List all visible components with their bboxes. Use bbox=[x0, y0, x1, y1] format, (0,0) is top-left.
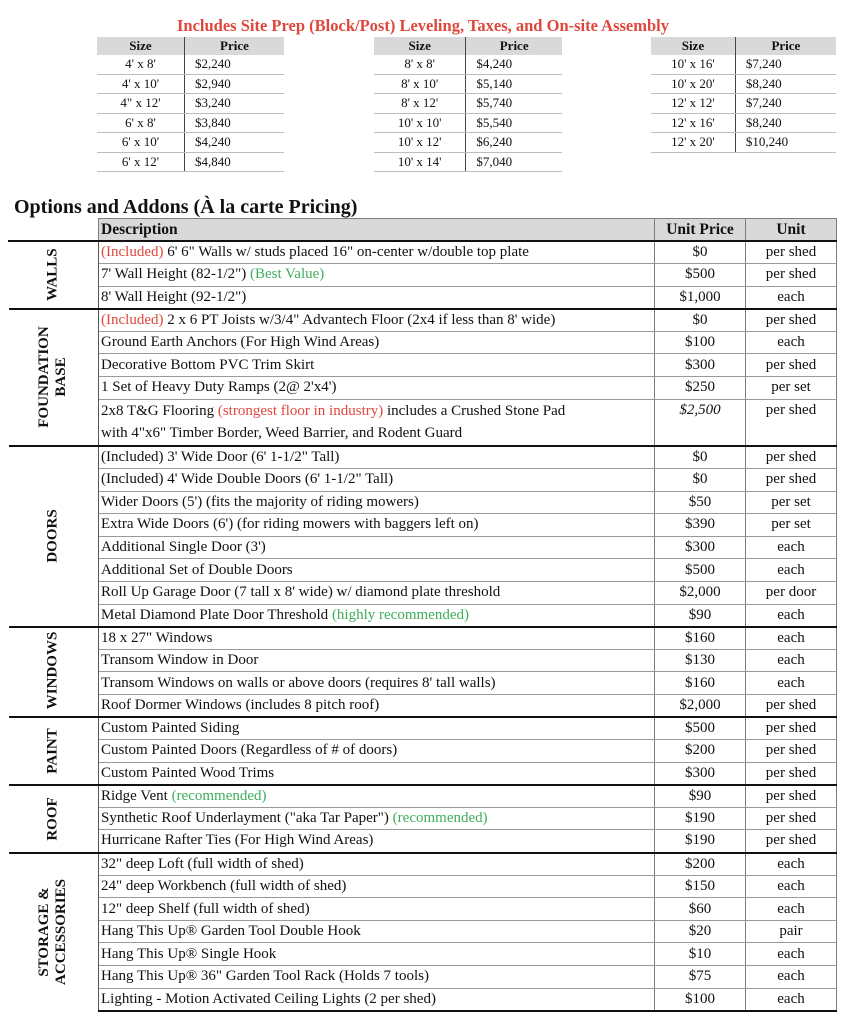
option-unit: each bbox=[746, 988, 837, 1011]
option-unit-price: $75 bbox=[655, 966, 746, 989]
description-text: Transom Window in Door bbox=[101, 651, 259, 668]
option-description bbox=[99, 581, 655, 604]
option-description bbox=[99, 943, 655, 966]
price-cell: $4,240 bbox=[184, 133, 284, 153]
option-unit: each bbox=[746, 627, 837, 650]
size-cell: 8' x 12' bbox=[374, 94, 466, 114]
description-text: Hang This Up® Single Hook bbox=[101, 945, 277, 962]
description-text: Ground Earth Anchors (For High Wind Areas) bbox=[101, 334, 380, 351]
category-label: FOUNDATION BASE bbox=[36, 326, 70, 429]
description-text: 7' Wall Height (82-1/2") bbox=[101, 266, 250, 283]
description-text: Synthetic Roof Underlayment ("aka Tar Paper") bbox=[101, 810, 393, 827]
size-cell: 10' x 16' bbox=[651, 55, 735, 74]
size-cell: 10' x 12' bbox=[374, 133, 466, 153]
option-unit-price: $60 bbox=[655, 898, 746, 921]
description-text: Roll Up Garage Door (7 tall x 8' wide) w/ diamond plate threshold bbox=[101, 584, 501, 601]
option-description bbox=[99, 807, 655, 830]
description-text: Custom Painted Doors (Regardless of # of doors) bbox=[101, 742, 398, 759]
option-unit: per shed bbox=[746, 468, 837, 491]
option-unit-price: $0 bbox=[655, 241, 746, 264]
option-unit: per shed bbox=[746, 785, 837, 808]
option-unit: per shed bbox=[746, 241, 837, 264]
option-unit: per shed bbox=[746, 399, 837, 446]
price-table-row bbox=[651, 55, 836, 74]
size-cell: 12' x 16' bbox=[651, 113, 735, 133]
unit-price-header: Unit Price bbox=[655, 219, 746, 242]
size-price-table-medium bbox=[374, 37, 562, 172]
category-cell bbox=[9, 309, 99, 446]
option-description bbox=[99, 875, 655, 898]
size-header: Size bbox=[97, 37, 184, 55]
option-unit: per set bbox=[746, 514, 837, 537]
option-row bbox=[9, 694, 837, 717]
description-text: Ridge Vent bbox=[101, 787, 172, 804]
option-unit-price: $160 bbox=[655, 672, 746, 695]
price-cell: $2,940 bbox=[184, 74, 284, 94]
description-text: 2x8 T&G Flooring bbox=[101, 402, 218, 419]
category-label: ROOF bbox=[44, 796, 61, 841]
price-cell: $7,240 bbox=[735, 94, 836, 114]
option-description bbox=[99, 830, 655, 853]
category-cell bbox=[9, 241, 99, 309]
option-unit: per shed bbox=[746, 807, 837, 830]
description-text: Additional Single Door (3') bbox=[101, 539, 266, 556]
price-table-row bbox=[97, 74, 284, 94]
description-text: Decorative Bottom PVC Trim Skirt bbox=[101, 356, 315, 373]
option-unit: per shed bbox=[746, 717, 837, 740]
option-unit-price: $0 bbox=[655, 309, 746, 332]
option-unit-price: $300 bbox=[655, 536, 746, 559]
option-row bbox=[9, 853, 837, 876]
option-unit: per shed bbox=[746, 309, 837, 332]
option-row bbox=[9, 672, 837, 695]
option-unit-price: $250 bbox=[655, 377, 746, 400]
description-text: (Included) 4' Wide Double Doors (6' 1-1/2" Tall) bbox=[101, 471, 394, 488]
option-description bbox=[99, 264, 655, 287]
option-row bbox=[9, 354, 837, 377]
size-cell: 8' x 8' bbox=[374, 55, 466, 74]
description-text: Extra Wide Doors (6') (for riding mowers with baggers left on) bbox=[101, 516, 479, 533]
option-unit: per set bbox=[746, 491, 837, 514]
option-unit: each bbox=[746, 536, 837, 559]
option-unit-price: $2,500 bbox=[655, 399, 746, 446]
description-text: Roof Dormer Windows (includes 8 pitch roof) bbox=[101, 696, 380, 713]
price-cell: $4,840 bbox=[184, 152, 284, 172]
category-label: WINDOWS bbox=[44, 631, 61, 709]
price-table-row bbox=[97, 55, 284, 74]
price-cell: $10,240 bbox=[735, 133, 836, 153]
size-header: Size bbox=[651, 37, 735, 55]
option-row bbox=[9, 830, 837, 853]
options-addons-table bbox=[8, 218, 837, 1012]
green-note: (recommended) bbox=[171, 787, 267, 804]
size-header: Size bbox=[374, 37, 466, 55]
green-note: (highly recommended) bbox=[331, 606, 469, 623]
option-unit: per set bbox=[746, 377, 837, 400]
description-text: 8' Wall Height (92-1/2") bbox=[101, 288, 247, 305]
size-cell: 4" x 12' bbox=[97, 94, 184, 114]
option-row bbox=[9, 740, 837, 763]
option-unit: each bbox=[746, 966, 837, 989]
green-note: (Best Value) bbox=[249, 266, 325, 283]
option-row bbox=[9, 241, 837, 264]
option-description bbox=[99, 536, 655, 559]
category-label: DOORS bbox=[44, 509, 61, 563]
description-text: 6' 6" Walls w/ studs placed 16" on-center w/double top plate bbox=[163, 244, 529, 261]
option-unit-price: $90 bbox=[655, 785, 746, 808]
price-table-row bbox=[97, 113, 284, 133]
option-unit: per shed bbox=[746, 762, 837, 785]
option-row bbox=[9, 875, 837, 898]
option-unit-price: $10 bbox=[655, 943, 746, 966]
option-row bbox=[9, 581, 837, 604]
option-row bbox=[9, 717, 837, 740]
price-cell: $3,840 bbox=[184, 113, 284, 133]
option-row bbox=[9, 468, 837, 491]
price-table-header bbox=[97, 37, 284, 55]
price-cell: $7,240 bbox=[735, 55, 836, 74]
option-description bbox=[99, 898, 655, 921]
option-row bbox=[9, 898, 837, 921]
price-table-row bbox=[374, 113, 562, 133]
option-unit: per shed bbox=[746, 694, 837, 717]
price-cell: $7,040 bbox=[466, 152, 562, 172]
option-description bbox=[99, 241, 655, 264]
price-table-row bbox=[651, 74, 836, 94]
option-description bbox=[99, 762, 655, 785]
price-cell: $8,240 bbox=[735, 74, 836, 94]
price-cell: $2,240 bbox=[184, 55, 284, 74]
option-unit-price: $500 bbox=[655, 717, 746, 740]
category-label: PAINT bbox=[44, 728, 61, 774]
price-table-row bbox=[651, 113, 836, 133]
price-cell: $5,740 bbox=[466, 94, 562, 114]
option-unit: each bbox=[746, 943, 837, 966]
option-row bbox=[9, 331, 837, 354]
size-cell: 6' x 8' bbox=[97, 113, 184, 133]
options-title: Options and Addons (À la carte Pricing) bbox=[14, 196, 358, 218]
option-description bbox=[99, 446, 655, 469]
size-cell: 6' x 12' bbox=[97, 152, 184, 172]
option-row bbox=[9, 988, 837, 1011]
category-label: STORAGE & ACCESSORIES bbox=[36, 879, 70, 986]
description-text: includes a Crushed Stone Pad bbox=[383, 402, 566, 419]
option-unit: each bbox=[746, 559, 837, 582]
option-unit-price: $200 bbox=[655, 853, 746, 876]
option-unit-price: $200 bbox=[655, 740, 746, 763]
price-header: Price bbox=[184, 37, 284, 55]
green-note: (recommended) bbox=[392, 810, 488, 827]
option-row bbox=[9, 491, 837, 514]
option-description bbox=[99, 649, 655, 672]
option-description bbox=[99, 491, 655, 514]
option-description bbox=[99, 286, 655, 309]
description-text: Hang This Up® 36" Garden Tool Rack (Holds 7 tools) bbox=[101, 968, 429, 985]
option-unit: each bbox=[746, 853, 837, 876]
option-description bbox=[99, 785, 655, 808]
description-text: Hang This Up® Garden Tool Double Hook bbox=[101, 923, 361, 940]
option-unit-price: $90 bbox=[655, 604, 746, 627]
size-price-table-small bbox=[97, 37, 284, 172]
price-cell: $4,240 bbox=[466, 55, 562, 74]
option-unit: per shed bbox=[746, 446, 837, 469]
option-description bbox=[99, 604, 655, 627]
option-row bbox=[9, 399, 837, 446]
red-note: (Included) bbox=[101, 311, 164, 328]
price-table-row bbox=[374, 133, 562, 153]
category-cell bbox=[9, 785, 99, 853]
option-description bbox=[99, 354, 655, 377]
description-text: 12" deep Shelf (full width of shed) bbox=[101, 900, 310, 917]
size-cell: 10' x 20' bbox=[651, 74, 735, 94]
description-text: 18 x 27" Windows bbox=[101, 629, 213, 646]
price-table-row bbox=[97, 133, 284, 153]
size-cell: 4' x 10' bbox=[97, 74, 184, 94]
option-unit: each bbox=[746, 672, 837, 695]
option-row bbox=[9, 604, 837, 627]
description-text: Metal Diamond Plate Door Threshold bbox=[101, 606, 332, 623]
option-row bbox=[9, 286, 837, 309]
price-header: Price bbox=[466, 37, 562, 55]
option-unit: per shed bbox=[746, 354, 837, 377]
option-unit-price: $130 bbox=[655, 649, 746, 672]
option-description bbox=[99, 468, 655, 491]
size-cell: 10' x 14' bbox=[374, 152, 466, 172]
option-row bbox=[9, 920, 837, 943]
option-row bbox=[9, 514, 837, 537]
price-table-header bbox=[651, 37, 836, 55]
option-row bbox=[9, 943, 837, 966]
price-cell: $5,540 bbox=[466, 113, 562, 133]
size-price-table-large bbox=[651, 37, 836, 153]
option-unit-price: $300 bbox=[655, 354, 746, 377]
option-unit-price: $50 bbox=[655, 491, 746, 514]
price-cell: $3,240 bbox=[184, 94, 284, 114]
size-cell: 12' x 12' bbox=[651, 94, 735, 114]
option-description bbox=[99, 672, 655, 695]
description-text: 32" deep Loft (full width of shed) bbox=[101, 855, 304, 872]
option-unit: per door bbox=[746, 581, 837, 604]
size-cell: 8' x 10' bbox=[374, 74, 466, 94]
size-cell: 12' x 20' bbox=[651, 133, 735, 153]
price-table-row bbox=[374, 55, 562, 74]
option-description bbox=[99, 694, 655, 717]
option-unit-price: $2,000 bbox=[655, 581, 746, 604]
price-table-row bbox=[374, 94, 562, 114]
category-cell bbox=[9, 853, 99, 1011]
option-unit-price: $160 bbox=[655, 627, 746, 650]
option-unit: each bbox=[746, 331, 837, 354]
size-cell: 10' x 10' bbox=[374, 113, 466, 133]
option-unit-price: $100 bbox=[655, 988, 746, 1011]
price-cell: $8,240 bbox=[735, 113, 836, 133]
description-text: Custom Painted Siding bbox=[101, 720, 240, 737]
option-row bbox=[9, 264, 837, 287]
description-text: 1 Set of Heavy Duty Ramps (2@ 2'x4') bbox=[101, 379, 337, 396]
price-table-header bbox=[374, 37, 562, 55]
option-unit-price: $500 bbox=[655, 559, 746, 582]
option-unit-price: $300 bbox=[655, 762, 746, 785]
option-description bbox=[99, 399, 655, 446]
option-unit: each bbox=[746, 875, 837, 898]
price-table-row bbox=[374, 74, 562, 94]
option-description bbox=[99, 559, 655, 582]
option-unit-price: $0 bbox=[655, 446, 746, 469]
description-header: Description bbox=[99, 219, 655, 242]
options-header-row bbox=[9, 219, 837, 242]
option-description bbox=[99, 627, 655, 650]
unit-header: Unit bbox=[746, 219, 837, 242]
option-unit-price: $2,000 bbox=[655, 694, 746, 717]
description-text: Hurricane Rafter Ties (For High Wind Areas) bbox=[101, 832, 374, 849]
option-unit-price: $20 bbox=[655, 920, 746, 943]
site-prep-banner: Includes Site Prep (Block/Post) Leveling, Taxes, and On-site Assembly bbox=[177, 16, 669, 35]
description-text: 2 x 6 PT Joists w/3/4" Advantech Floor (2x4 if less than 8' wide) bbox=[163, 311, 556, 328]
option-unit-price: $100 bbox=[655, 331, 746, 354]
size-cell: 4' x 8' bbox=[97, 55, 184, 74]
category-label: WALLS bbox=[44, 248, 61, 301]
option-row bbox=[9, 377, 837, 400]
price-table-row bbox=[97, 152, 284, 172]
description-text: Lighting - Motion Activated Ceiling Lights (2 per shed) bbox=[101, 990, 436, 1007]
option-description bbox=[99, 988, 655, 1011]
option-unit-price: $190 bbox=[655, 830, 746, 853]
option-unit: pair bbox=[746, 920, 837, 943]
option-row bbox=[9, 536, 837, 559]
description-text: Custom Painted Wood Trims bbox=[101, 764, 275, 781]
size-cell: 6' x 10' bbox=[97, 133, 184, 153]
option-unit: per shed bbox=[746, 830, 837, 853]
price-table-row bbox=[651, 133, 836, 153]
price-table-row bbox=[651, 94, 836, 114]
option-description bbox=[99, 377, 655, 400]
option-unit-price: $190 bbox=[655, 807, 746, 830]
option-description bbox=[99, 740, 655, 763]
option-row bbox=[9, 785, 837, 808]
price-table-row bbox=[97, 94, 284, 114]
description-text: (Included) 3' Wide Door (6' 1-1/2" Tall) bbox=[101, 448, 340, 465]
description-text: Wider Doors (5') (fits the majority of riding mowers) bbox=[101, 493, 419, 510]
category-header bbox=[9, 219, 99, 242]
red-note: (strongest floor in industry) bbox=[217, 402, 384, 419]
option-description bbox=[99, 309, 655, 332]
option-description bbox=[99, 717, 655, 740]
description-text: 24" deep Workbench (full width of shed) bbox=[101, 877, 347, 894]
price-header: Price bbox=[735, 37, 836, 55]
option-row bbox=[9, 649, 837, 672]
option-unit-price: $390 bbox=[655, 514, 746, 537]
option-row bbox=[9, 446, 837, 469]
description-text: Additional Set of Double Doors bbox=[101, 561, 293, 578]
red-note: (Included) bbox=[101, 244, 164, 261]
option-unit-price: $0 bbox=[655, 468, 746, 491]
price-cell: $5,140 bbox=[466, 74, 562, 94]
option-unit: each bbox=[746, 649, 837, 672]
category-cell bbox=[9, 717, 99, 785]
description-text: Transom Windows on walls or above doors (requires 8' tall walls) bbox=[101, 674, 496, 691]
category-cell bbox=[9, 627, 99, 717]
option-row bbox=[9, 966, 837, 989]
category-cell bbox=[9, 446, 99, 627]
option-description bbox=[99, 966, 655, 989]
option-unit-price: $500 bbox=[655, 264, 746, 287]
option-unit: each bbox=[746, 604, 837, 627]
option-row bbox=[9, 627, 837, 650]
option-description bbox=[99, 853, 655, 876]
option-unit: per shed bbox=[746, 740, 837, 763]
option-row bbox=[9, 762, 837, 785]
option-description bbox=[99, 514, 655, 537]
price-table-row bbox=[374, 152, 562, 172]
option-description bbox=[99, 331, 655, 354]
option-unit-price: $150 bbox=[655, 875, 746, 898]
option-description bbox=[99, 920, 655, 943]
option-row bbox=[9, 559, 837, 582]
option-unit: per shed bbox=[746, 264, 837, 287]
option-unit: each bbox=[746, 286, 837, 309]
option-unit-price: $1,000 bbox=[655, 286, 746, 309]
option-unit: each bbox=[746, 898, 837, 921]
option-row bbox=[9, 807, 837, 830]
description-text-continued: with 4"x6" Timber Border, Weed Barrier, and Rodent Guard bbox=[101, 425, 463, 442]
price-cell: $6,240 bbox=[466, 133, 562, 153]
option-row bbox=[9, 309, 837, 332]
